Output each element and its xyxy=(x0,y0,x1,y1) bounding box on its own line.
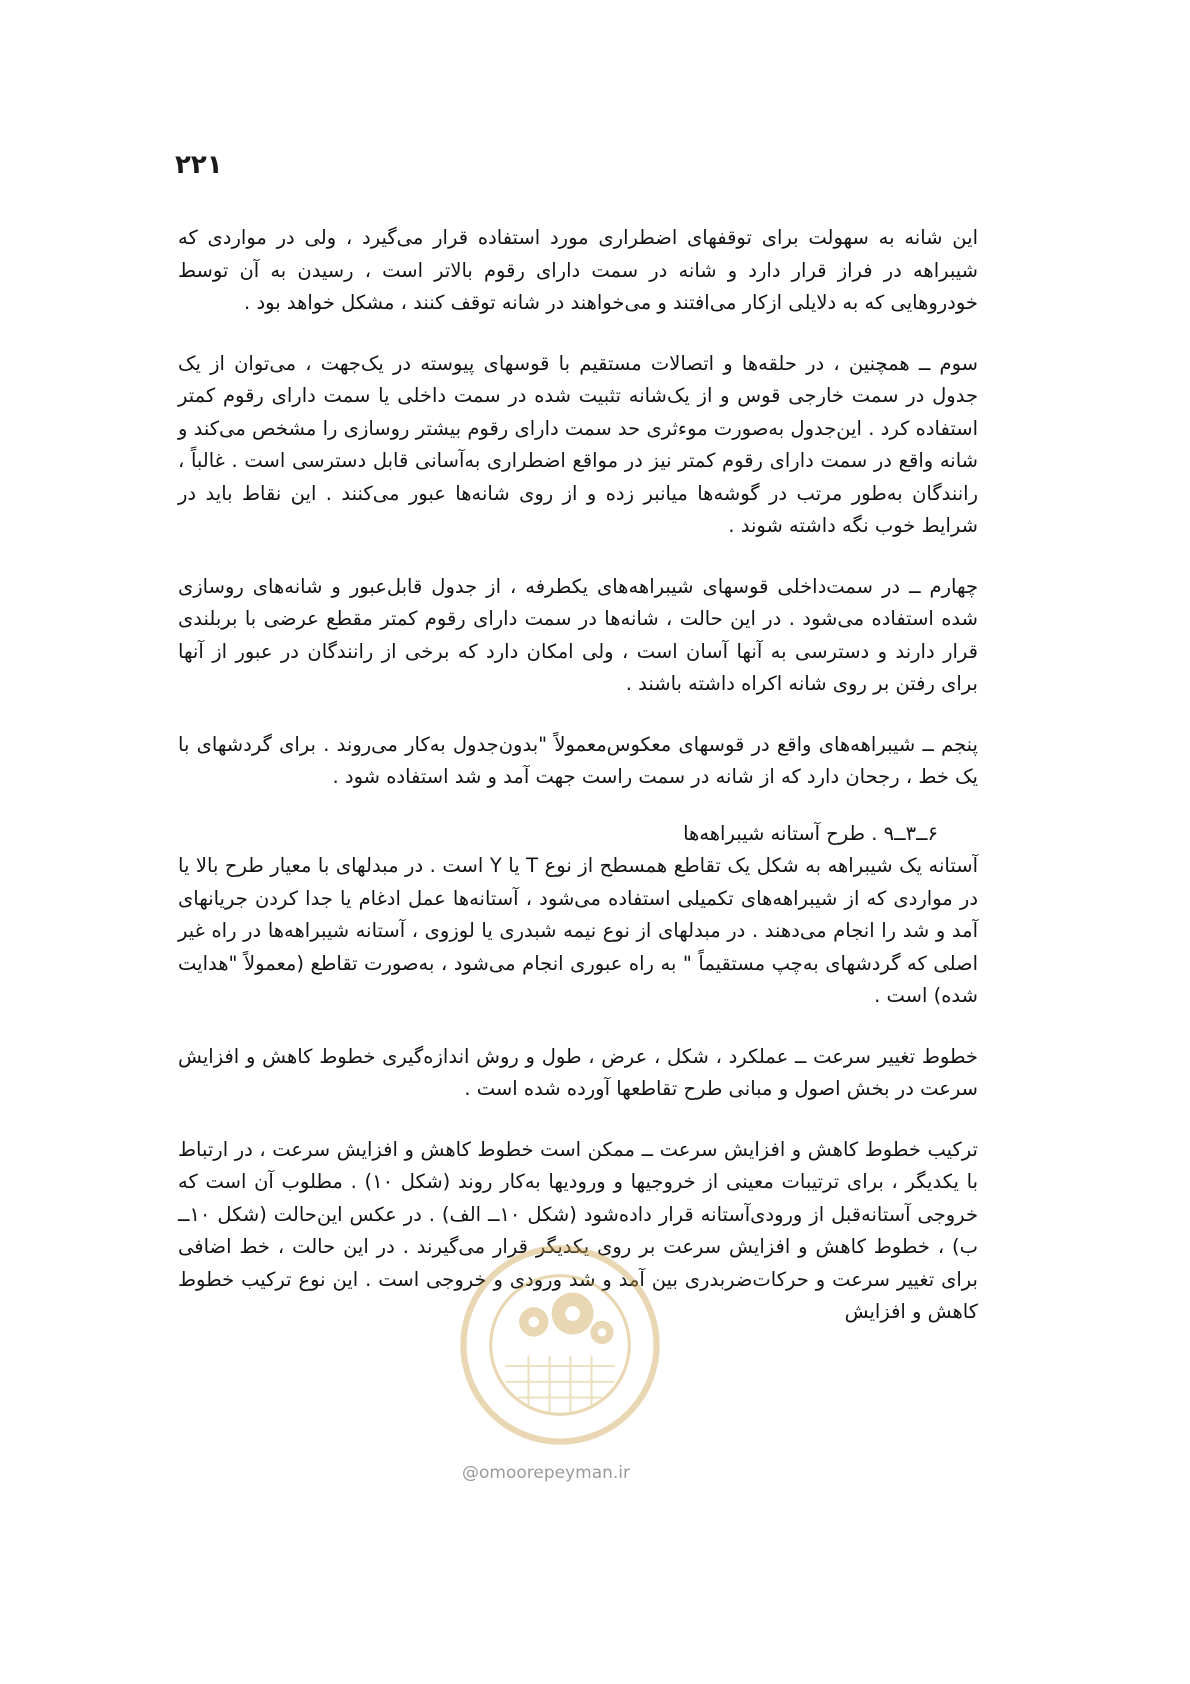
paragraph-lane-combination: ترکیب خطوط کاهش و افزایش سرعت ــ ممکن است خطوط کاهش و افزایش سرعت ، در ارتباط با یکدیگر ، برای ترتیبات معینی از خروجیها و ورودیها به‌کار روند (شکل ۱۰) . مطلوب آن است که خروجی آستانه‌قبل از ورودی‌آستانه قرار داده‌شود (شکل ۱۰ــ الف) . در عکس این‌حالت (شکل ۱۰ــ ب) ، خطوط کاهش و افزایش سرعت بر روی یکدیگر قرار می‌گیرند . در این حالت ، خط اضافی برای تغییر سرعت و حرکات‌ضربدری بین آمد و شد ورودی و خروجی است . این نوع ترکیب خطوط کاهش و افزایش xyxy=(178,1137,978,1323)
watermark-seal-icon xyxy=(455,1240,665,1450)
document-body xyxy=(178,222,978,1329)
paragraph-third-case: سوم ــ همچنین ، در حلقه‌ها و اتصالات مستقیم با قوسهای پیوسته در یک‌جهت ، می‌توان از یک جدول در سمت خارجی قوس و از یک‌شانه تثبیت شده در سمت داخلی یا سمت دارای رقوم کمتر استفاده کرد . این‌جدول به‌صورت موءثری حد سمت دارای رقوم بیشتر روسازی را مشخص می‌کند و شانه واقع در سمت دارای رقوم کمتر نیز در مواقع اضطراری به‌آسانی قابل دسترسی است . غالباً ، رانندگان به‌طور مرتب در گوشه‌ها میانبر زده و از روی شانه‌ها عبور می‌کنند . این نقاط باید در شرایط خوب نگه داشته شوند . xyxy=(178,351,978,537)
page-number: ۲۲۱ xyxy=(175,150,223,180)
paragraph-speed-change-lanes: خطوط تغییر سرعت ــ عملکرد ، شکل ، عرض ، طول و روش اندازه‌گیری خطوط کاهش و افزایش سرعت در بخش اصول و مبانی طرح تقاطعها آورده شده است . xyxy=(178,1044,978,1100)
paragraph-fourth-case: چهارم ــ در سمت‌داخلی قوسهای شیبراهه‌های یکطرفه ، از جدول قابل‌عبور و شانه‌های روسازی شده استفاده می‌شود . در این حالت ، شانه‌ها در سمت دارای رقوم کمتر مقطع عرضی با بربلندی قرار دارند و دسترسی به آنها آسان است ، ولی امکان دارد که برخی از رانندگان در عبور از آنها برای رفتن بر روی شانه اکراه داشته باشند . xyxy=(178,574,978,695)
paragraph-ramp-terminal: آستانه یک شیبراهه به شکل یک تقاطع همسطح از نوع T یا Y است . در مبدلهای با معیار طرح بالا یا در مواردی که از شیبراهه‌های تکمیلی استفاده می‌شود ، آستانه‌ها عمل ادغام یا جدا کردن جریانهای آمد و شد را انجام می‌دهند . در مبدلهای از نوع نیمه شبدری یا لوزوی ، آستانه شیبراهه‌ها در راه غیر اصلی که گردشهای به‌چپ مستقیماً " به راه عبوری انجام می‌شود ، به‌صورت تقاطع (معمولاً "هدایت شده) است . xyxy=(178,854,978,1007)
paragraph-fifth-case: پنجم ــ شیبراهه‌های واقع در قوسهای معکوس‌معمولاً "بدون‌جدول به‌کار می‌روند . برای گردشهای با یک خط ، رجحان دارد که از شانه در سمت راست جهت آمد و شد استفاده شود . xyxy=(178,732,978,788)
watermark-url: @omoorepeyman.ir xyxy=(462,1463,631,1483)
section-heading: ۶ــ۳ــ۹ . طرح آستانه شیبراهه‌ها xyxy=(683,821,938,845)
paragraph-shoulder-usage: این شانه به سهولت برای توقفهای اضطراری مورد استفاده قرار می‌گیرد ، ولی در مواردی که شیبراهه در فراز قرار دارد و شانه در سمت دارای رقوم بالاتر است ، رسیدن به آن توسط خودروهایی که به دلایلی ازکار می‌افتند و می‌خواهند در شانه توقف کنند ، مشکل خواهد بود . xyxy=(178,226,978,314)
